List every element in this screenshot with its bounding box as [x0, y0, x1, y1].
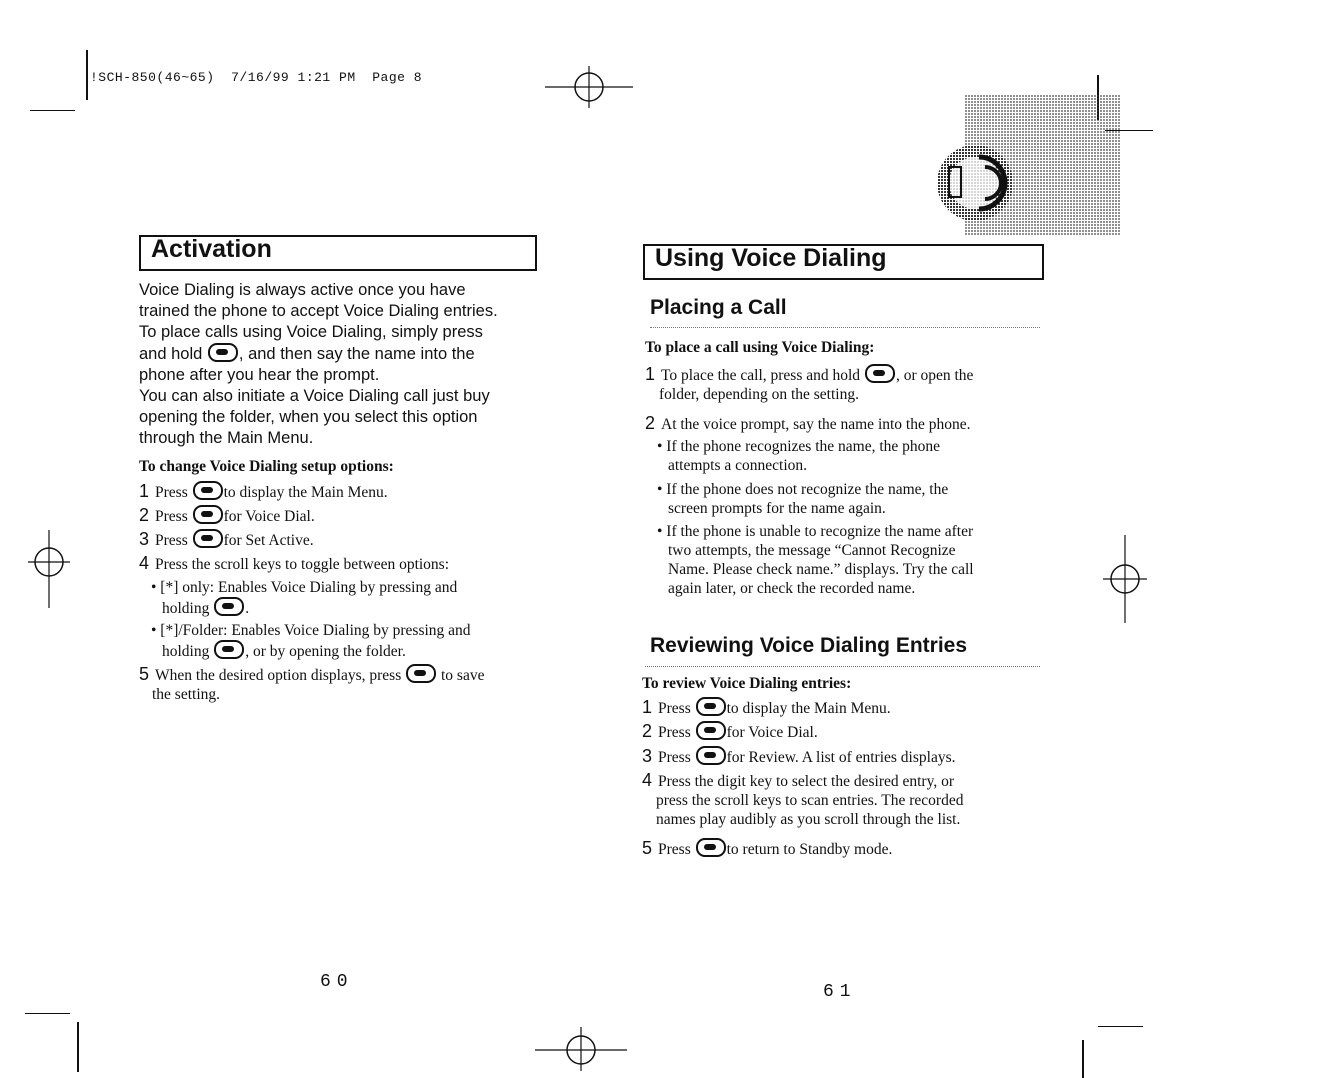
intro-line: through the Main Menu.	[139, 429, 314, 447]
step-1: 1 Press to display the Main Menu.	[139, 481, 388, 501]
menu-key-icon	[193, 481, 223, 500]
talk-key-icon	[865, 364, 895, 383]
call-bullet: • If the phone does not recognize the name, the screen prompts for the name again.	[657, 481, 949, 517]
page-title: Activation	[151, 235, 272, 263]
crop-mark	[25, 1013, 70, 1014]
crop-mark	[30, 110, 75, 111]
section-heading: Placing a Call	[650, 296, 787, 319]
call-bullet: • If the phone recognizes the name, the phone attempts a connection.	[657, 438, 941, 474]
save-key-icon	[406, 664, 436, 683]
voice-dialing-icon	[935, 95, 1120, 235]
call-step-1: 1 To place the call, press and hold , or open the folder, depending on the setting.	[645, 364, 974, 403]
intro-paragraph	[139, 280, 539, 449]
section-heading: Reviewing Voice Dialing Entries	[650, 634, 968, 657]
registration-mark-right	[1103, 535, 1147, 623]
key-7-icon	[193, 505, 223, 524]
talk-key-icon	[214, 597, 244, 616]
crop-mark	[86, 50, 88, 100]
intro-line: opening the folder, when you select this option	[139, 408, 478, 426]
review-step-4: 4 Press the digit key to select the desired entry, or press the scroll keys to scan entries. The recorded names play audibly as you scroll through the list.	[642, 770, 964, 828]
using-voice-dialing-title-box	[643, 244, 1044, 280]
talk-key-icon	[214, 640, 244, 659]
step-2: 2 Press for Voice Dial.	[139, 505, 315, 525]
intro-line: phone after you hear the prompt.	[139, 366, 380, 384]
step-3: 3 Press for Set Active.	[139, 529, 314, 549]
registration-mark-bottom	[535, 1027, 627, 1071]
intro-line: You can also initiate a Voice Dialing call just buy	[139, 387, 490, 405]
review-step-2: 2 Press for Voice Dial.	[642, 721, 818, 741]
menu-key-icon	[696, 697, 726, 716]
key-3-icon	[696, 746, 726, 765]
intro-line: trained the phone to accept Voice Dialing entries.	[139, 302, 498, 320]
section-rule	[650, 327, 1040, 328]
review-step-3: 3 Press for Review. A list of entries displays.	[642, 746, 956, 766]
call-bullet: • If the phone is unable to recognize the name after two attempts, the message “Cannot Recognize Name. Please check name.” displays. Try the call again later, or check the recorded name.	[657, 523, 974, 597]
call-step-2: 2 At the voice prompt, say the name into the phone.	[645, 413, 971, 433]
talk-key-icon	[208, 343, 238, 362]
crop-mark	[1082, 1040, 1084, 1078]
steps-heading: To review Voice Dialing entries:	[642, 675, 852, 692]
registration-mark-top	[545, 66, 633, 108]
registration-mark-left	[28, 530, 70, 608]
steps-heading: To change Voice Dialing setup options:	[139, 458, 394, 475]
review-step-1: 1 Press to display the Main Menu.	[642, 697, 891, 717]
option-bullet: • [*] only: Enables Voice Dialing by pressing and holding .	[151, 579, 458, 617]
page-number: 61	[823, 982, 857, 1002]
page-title: Using Voice Dialing	[655, 244, 887, 272]
activation-title-box	[139, 235, 537, 271]
intro-line: and hold , and then say the name into the	[139, 345, 475, 363]
print-header: !SCH-850(46~65) 7/16/99 1:21 PM Page 8	[90, 70, 423, 85]
crop-mark	[1098, 1026, 1143, 1027]
step-5: 5 When the desired option displays, press to save the setting.	[139, 664, 485, 703]
review-step-5: 5 Press to return to Standby mode.	[642, 838, 893, 858]
intro-line: Voice Dialing is always active once you have	[139, 281, 466, 299]
step-4: 4 Press the scroll keys to toggle between options:	[139, 553, 450, 573]
page-number: 60	[320, 972, 354, 992]
intro-line: To place calls using Voice Dialing, simply press	[139, 323, 483, 341]
option-bullet: • [*]/Folder: Enables Voice Dialing by pressing and holding , or by opening the folder.	[151, 622, 471, 660]
key-4-icon	[193, 529, 223, 548]
crop-mark	[77, 1022, 79, 1072]
section-rule	[645, 666, 1040, 667]
key-7-icon	[696, 721, 726, 740]
end-key-icon	[696, 838, 726, 857]
steps-heading: To place a call using Voice Dialing:	[645, 339, 875, 356]
